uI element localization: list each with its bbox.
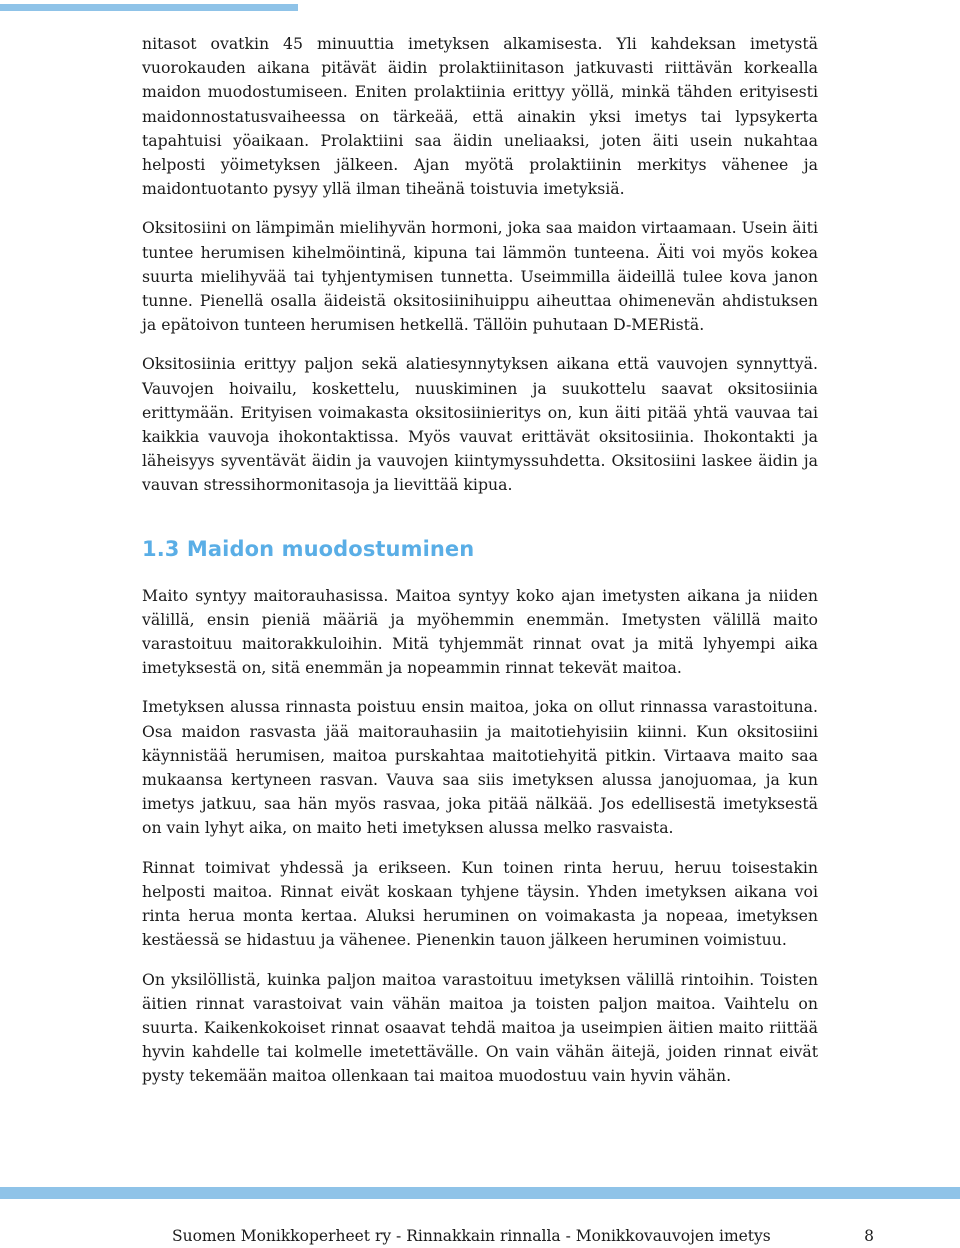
paragraph-storage-capacity: On yksilöllistä, kuinka paljon maitoa varastoituu imetyksen välillä rintoihin. Toisten äitien rinnat varastoivat vain vähän maitoa ja toisten paljon maitoa. Vaihtelu on suurta. Kaikenkokoiset rinnat osaavat tehdä maitoa ja useimpien äitien maito riittää hyvin kahdelle tai kolmelle imetettävälle. On vain vähän äitejä, joiden rinnat eivät pysty tekemään maitoa ollenkaan tai maitoa muodostuu vain hyvin vähän.: [142, 969, 818, 1086]
paragraph-milk-production: Maito syntyy maitorauhasissa. Maitoa syntyy koko ajan imetysten aikana ja niiden välillä, ensin pieniä määriä ja myöhemmin enemmän. Imetysten välillä maito varastoituu maitorakkuloihin. Mitä tyhjemmät rinnat ovat ja mitä lyhyempi aika imetyksestä on, sitä enemmän ja nopeammin rinnat tekevät maitoa.: [142, 585, 818, 678]
paragraph-oxytocin-release: Oksitosiinia erittyy paljon sekä alatiesynnytyksen aikana että vauvojen synnyttyä. Vauvojen hoivailu, koskettelu, nuuskiminen ja suukottelu saavat oksitosiinia erittymään. Erityisen voimakasta oksitosiinieritys on, kun äiti pitää yhtä vauvaa tai kaikkia vauvoja ihokontaktissa. Myös vauvat erittävät oksitosiinia. Ihokontakti ja läheisyys syventävät äidin ja vauvojen kiintymyssuhdetta. Oksitosiini laskee äidin ja vauvan stressihormonitasoja ja lievittää kipua.: [142, 354, 818, 495]
paragraph-breasts-together: Rinnat toimivat yhdessä ja erikseen. Kun toinen rinta heruu, heruu toisestakin helposti maitoa. Rinnat eivät koskaan tyhjene täysin. Yhden imetyksen aikana voi rinta herua monta kertaa. Aluksi heruminen on voimakasta ja nopeaa, imetyksen kestäessä se hidastuu ja vähenee. Pienenkin tauon jälkeen heruminen voimistuu.: [142, 857, 818, 950]
bottom-accent-bar: [0, 1187, 960, 1199]
page-number: 8: [864, 1227, 874, 1245]
paragraph-feeding-start: Imetyksen alussa rinnasta poistuu ensin maitoa, joka on ollut rinnassa varastoituna. Osa maidon rasvasta jää maitorauhasiin ja maitotiehyisiin kiinni. Kun oksitosiini käynnistää herumisen, maitoa purskahtaa maitotiehyitä pitkin. Virtaava maito saa mukaansa kertyneen rasvan. Vauva saa siis imetyksen alussa janojuomaa, ja kun imetys jatkuu, saa hän myös rasvaa, joka pitää nälkää. Jos edellisestä imetyksestä on vain lyhyt aika, on maito heti imetyksen alussa melko rasvaista.: [142, 697, 818, 838]
paragraph-oxytocin-intro: Oksitosiini on lämpimän mielihyvän hormoni, joka saa maidon virtaamaan. Usein äiti tuntee herumisen kihelmöintinä, kipuna tai lämmön tunteena. Äiti voi myös kokea suurta mielihyvää tai tyhjentymisen tunnetta. Useimmilla äideillä tulee kova janon tunne. Pienellä osalla äideistä oksitosiinihuippu aiheuttaa ohimenevän ahdistuksen ja epätoivon tunteen herumisen hetkellä. Tällöin puhutaan D-MERistä.: [142, 218, 818, 335]
page-content: [142, 32, 818, 1104]
paragraph-prolactin: nitasot ovatkin 45 minuuttia imetyksen alkamisesta. Yli kahdeksan imetystä vuorokauden aikana pitävät äidin prolaktiinitason jatkuvasti riittävän korkealla maidon muodostumiseen. Eniten prolaktiinia erittyy yöllä, minkä tähden erityisesti maidonnostatusvaiheessa on tärkeää, että ainakin yksi imetys tai lypsykerta tapahtuisi yöaikaan. Prolaktiini saa äidin uneliaaksi, joten äiti usein nukahtaa helposti yöimetyksen jälkeen. Ajan myötä prolaktiinin merkitys vähenee ja maidontuotanto pysyy yllä ilman tiheänä toistuvia imetyksiä.: [142, 34, 818, 199]
top-accent-bar: [0, 4, 298, 11]
section-heading: 1.3 Maidon muodostuminen: [142, 536, 475, 561]
footer-title: Suomen Monikkoperheet ry - Rinnakkain rinnalla - Monikkovauvojen imetys: [172, 1227, 771, 1245]
